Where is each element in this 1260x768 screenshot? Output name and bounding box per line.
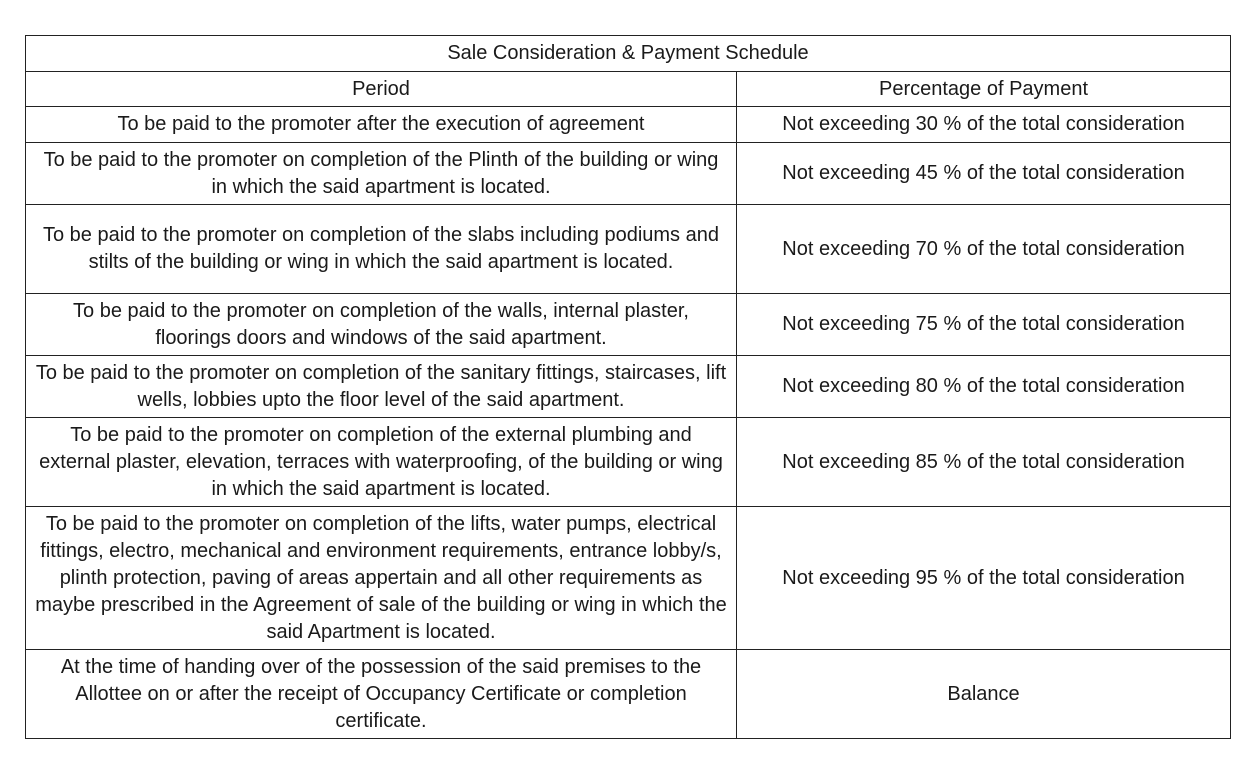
table-row [26, 356, 1231, 418]
table-title: Sale Consideration & Payment Schedule [26, 36, 1231, 72]
period-cell: To be paid to the promoter on completion of the sanitary fittings, staircases, lift wells, lobbies upto the floor level of the said apartment. [26, 356, 737, 418]
percentage-cell: Not exceeding 85 % of the total consideration [737, 418, 1231, 507]
period-cell: To be paid to the promoter on completion of the slabs including podiums and stilts of the building or wing in which the said apartment is located. [26, 205, 737, 294]
table-title-row [26, 36, 1231, 72]
table-header-row [26, 72, 1231, 107]
table-row [26, 418, 1231, 507]
table-row [26, 294, 1231, 356]
period-column-header: Period [26, 72, 737, 107]
percentage-cell: Balance [737, 650, 1231, 739]
percentage-cell: Not exceeding 95 % of the total consideration [737, 507, 1231, 650]
payment-schedule-table [25, 35, 1231, 739]
percentage-cell: Not exceeding 75 % of the total consideration [737, 294, 1231, 356]
table-row [26, 143, 1231, 205]
percentage-cell: Not exceeding 70 % of the total consideration [737, 205, 1231, 294]
period-cell: To be paid to the promoter on completion of the lifts, water pumps, electrical fittings, electro, mechanical and environment requirements, entrance lobby/s, plinth protection, paving of areas appertain and all other requirements as maybe prescribed in the Agreement of sale of the building or wing in which the said Apartment is located. [26, 507, 737, 650]
percentage-cell: Not exceeding 30 % of the total consideration [737, 107, 1231, 143]
period-cell: To be paid to the promoter on completion of the Plinth of the building or wing in which the said apartment is located. [26, 143, 737, 205]
period-cell: To be paid to the promoter after the execution of agreement [26, 107, 737, 143]
table-row [26, 650, 1231, 739]
period-cell: To be paid to the promoter on completion of the walls, internal plaster, floorings doors and windows of the said apartment. [26, 294, 737, 356]
table-row [26, 107, 1231, 143]
table-row [26, 507, 1231, 650]
table-row [26, 205, 1231, 294]
period-cell: At the time of handing over of the possession of the said premises to the Allottee on or after the receipt of Occupancy Certificate or completion certificate. [26, 650, 737, 739]
percentage-column-header: Percentage of Payment [737, 72, 1231, 107]
percentage-cell: Not exceeding 80 % of the total consideration [737, 356, 1231, 418]
period-cell: To be paid to the promoter on completion of the external plumbing and external plaster, elevation, terraces with waterproofing, of the building or wing in which the said apartment is located. [26, 418, 737, 507]
percentage-cell: Not exceeding 45 % of the total consideration [737, 143, 1231, 205]
